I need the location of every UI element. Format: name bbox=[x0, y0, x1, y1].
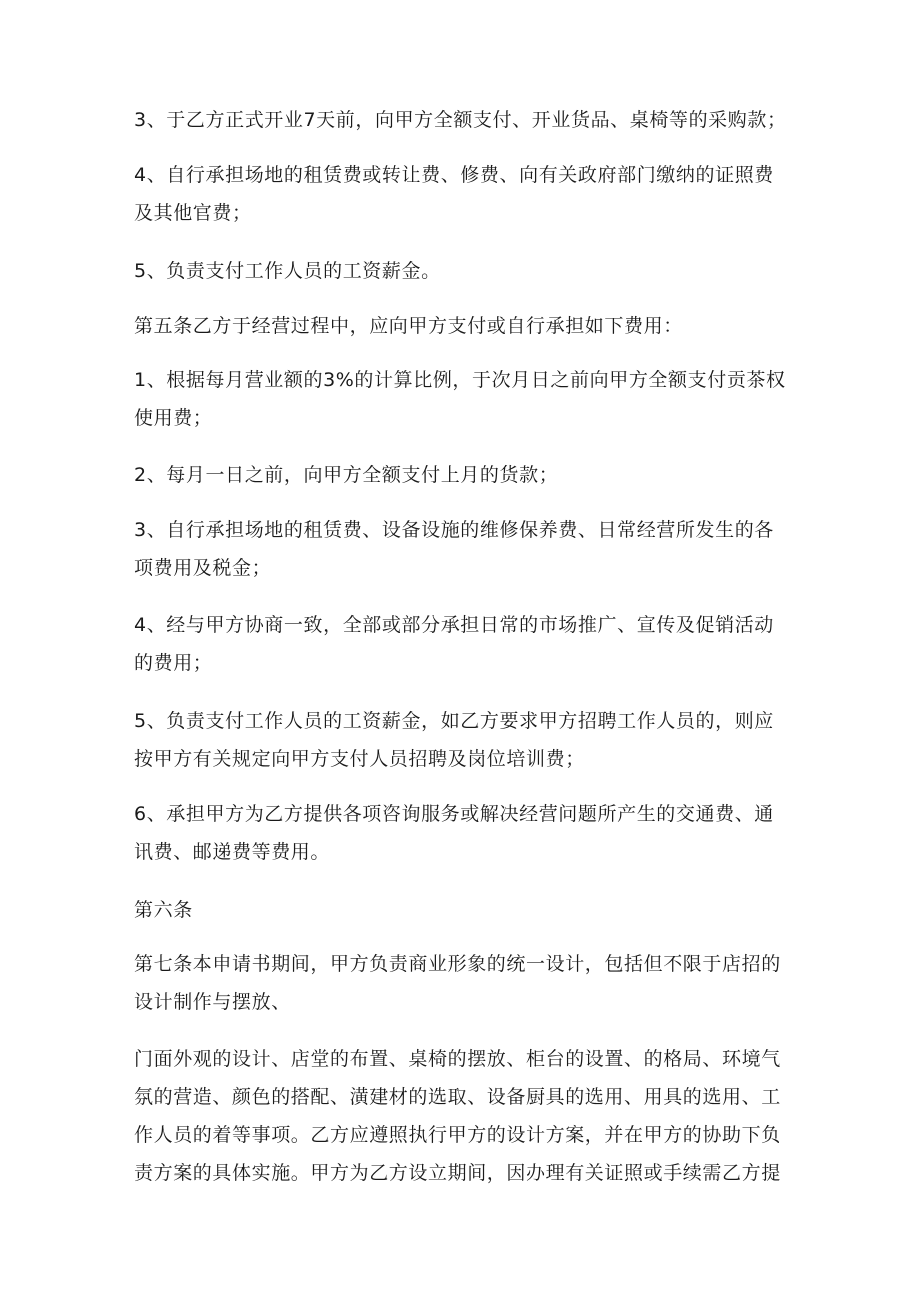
paragraph-line: 3、自行承担场地的租赁费、设备设施的维修保养费、日常经营所发生的各 bbox=[134, 519, 774, 541]
paragraph-item-6-consulting bbox=[134, 795, 794, 871]
paragraph-item-3-rent bbox=[134, 511, 794, 587]
paragraph-line: 4、自行承担场地的租赁费或转让费、修费、向有关政府部门缴纳的证照费 bbox=[134, 164, 774, 186]
paragraph-line: 项费用及税金； bbox=[134, 557, 272, 579]
article-7-design bbox=[134, 945, 794, 1021]
paragraph-line: 及其他官费； bbox=[134, 202, 252, 224]
paragraph-item-5-recruitment bbox=[134, 702, 794, 778]
paragraph-line: 门面外观的设计、店堂的布置、桌椅的摆放、柜台的设置、的格局、环境气 bbox=[134, 1048, 781, 1070]
paragraph-item-4-fees bbox=[134, 156, 794, 232]
paragraph-line: 的费用； bbox=[134, 652, 213, 674]
paragraph-item-4-promotion bbox=[134, 606, 794, 682]
paragraph-line: 5、负责支付工作人员的工资薪金，如乙方要求甲方招聘工作人员的，则应 bbox=[134, 710, 774, 732]
paragraph-line: 讯费、邮递费等费用。 bbox=[134, 841, 331, 863]
paragraph-line: 6、承担甲方为乙方提供各项咨询服务或解决经营问题所产生的交通费、通 bbox=[134, 803, 774, 825]
paragraph-storefront-design bbox=[134, 1040, 794, 1192]
paragraph-line: 4、经与甲方协商一致，全部或部分承担日常的市场推广、宣传及促销活动 bbox=[134, 614, 774, 636]
paragraph-line: 设计制作与摆放、 bbox=[134, 991, 291, 1013]
paragraph-line: 1、根据每月营业额的3%的计算比例，于次月日之前向甲方全额支付贡茶权 bbox=[134, 369, 786, 391]
paragraph-item-3-payment bbox=[134, 101, 794, 139]
paragraph-line: 2、每月一日之前，向甲方全额支付上月的货款； bbox=[134, 464, 559, 486]
paragraph-line: 氛的营造、颜色的搭配、潢建材的选取、设备厨具的选用、用具的选用、工 bbox=[134, 1086, 781, 1108]
paragraph-line: 5、负责支付工作人员的工资薪金。 bbox=[134, 260, 441, 282]
paragraph-item-2-goods bbox=[134, 456, 794, 494]
paragraph-line: 第五条乙方于经营过程中，应向甲方支付或自行承担如下费用： bbox=[134, 315, 683, 337]
article-5-heading bbox=[134, 307, 794, 345]
paragraph-line: 第七条本申请书期间，甲方负责商业形象的统一设计，包括但不限于店招的 bbox=[134, 953, 781, 975]
paragraph-item-1-royalty bbox=[134, 361, 794, 437]
paragraph-item-5-salary bbox=[134, 252, 794, 290]
paragraph-line: 按甲方有关规定向甲方支付人员招聘及岗位培训费； bbox=[134, 748, 585, 770]
paragraph-line: 3、于乙方正式开业7天前，向甲方全额支付、开业货品、桌椅等的采购款； bbox=[134, 109, 787, 131]
paragraph-line: 第六条 bbox=[134, 899, 193, 921]
paragraph-line: 作人员的着等事项。乙方应遵照执行甲方的设计方案，并在甲方的协助下负 bbox=[134, 1124, 781, 1146]
article-6-heading bbox=[134, 891, 794, 929]
paragraph-line: 责方案的具体实施。甲方为乙方设立期间，因办理有关证照或手续需乙方提 bbox=[134, 1162, 781, 1184]
paragraph-line: 使用费； bbox=[134, 407, 213, 429]
